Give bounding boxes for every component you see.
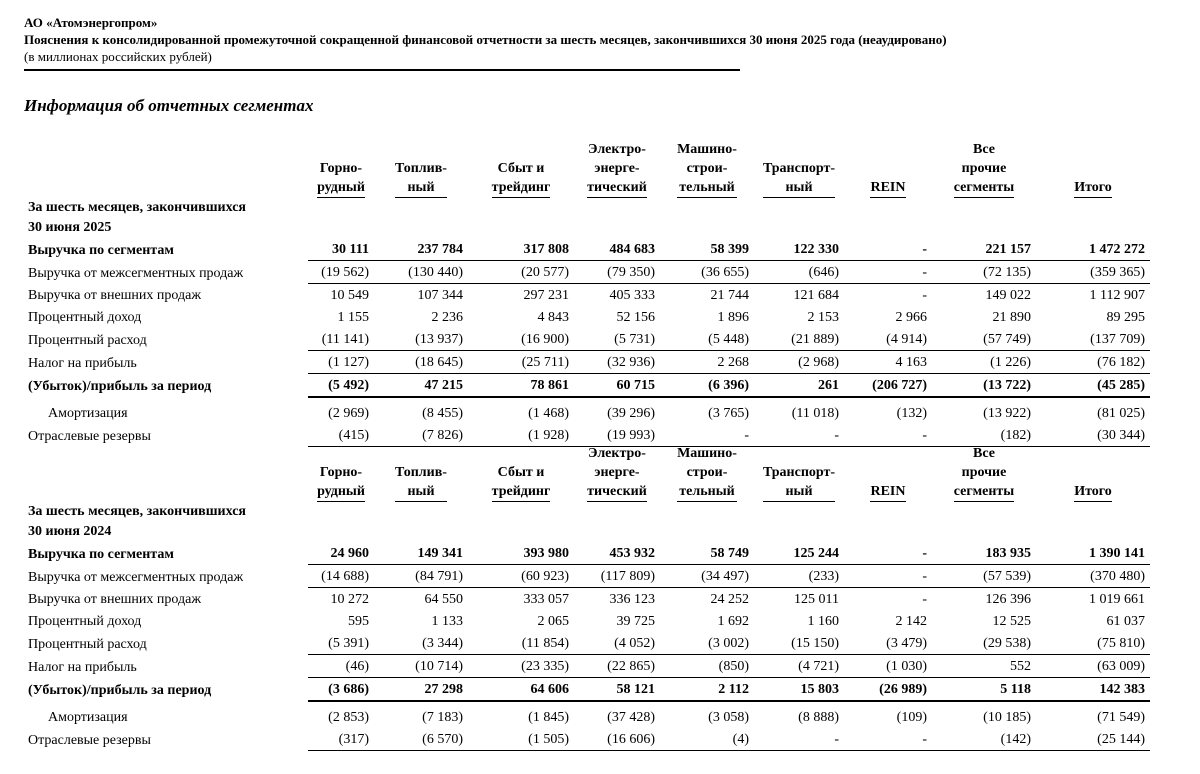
value-cell: 2 065: [537, 614, 569, 629]
value-cell: (233): [754, 565, 844, 588]
row-label: Амортизация: [48, 710, 128, 725]
value-cell: (25 711): [468, 351, 574, 374]
interest-expense-row: [24, 632, 1150, 655]
value-cell: (3 058): [708, 710, 749, 725]
value-cell: 24 960: [308, 542, 374, 565]
header-spacer: [24, 138, 308, 198]
value-cell: (57 539): [932, 565, 1036, 588]
column-header-label: [395, 463, 447, 502]
column-header-label: [954, 444, 1014, 502]
value-cell: 5 118: [932, 678, 1036, 702]
column-header-line: Все: [973, 142, 995, 157]
period-label: 30 июня 2025: [28, 220, 112, 235]
value-cell: (11 854): [468, 632, 574, 655]
value-cell: (4 914): [844, 328, 932, 351]
row-label: Налог на прибыль: [28, 355, 137, 371]
value-cell: (5 391): [308, 632, 374, 655]
value-cell: (32 936): [574, 351, 660, 374]
column-header-line: Итого: [1074, 484, 1112, 499]
column-header-line: строи-: [686, 465, 728, 480]
column-header-line: Машино-: [677, 446, 737, 461]
value-cell: (37 428): [607, 710, 655, 725]
row-label: Выручка по сегментам: [28, 546, 174, 562]
row-label: Выручка от межсегментных продаж: [28, 569, 244, 585]
interest-income-row: [24, 610, 1150, 632]
value-cell: (36 655): [660, 261, 754, 284]
column-header: [844, 138, 932, 198]
column-header-line: трейдинг: [491, 484, 551, 499]
value-cell: (63 009): [1036, 655, 1150, 678]
row-label: Налог на прибыль: [28, 659, 137, 675]
column-header-line: энерге-: [594, 161, 640, 176]
column-header-line: REIN: [870, 180, 906, 195]
column-header-line: ный: [785, 180, 813, 195]
value-cell: 60 715: [574, 374, 660, 398]
value-cell: 149 341: [374, 542, 468, 565]
period-label: За шесть месяцев, закончившихся: [28, 504, 247, 519]
value-cell: 1 112 907: [1089, 288, 1145, 303]
value-cell: 64 550: [424, 592, 463, 607]
value-cell: (5 731): [574, 328, 660, 351]
column-header: [574, 138, 660, 198]
column-header-line: сегменты: [953, 180, 1015, 195]
column-header-line: Машино-: [677, 142, 737, 157]
income-tax-row: [24, 655, 1150, 678]
column-header-label: [870, 178, 905, 198]
period-label-row: [24, 218, 1150, 238]
row-label: Выручка от внешних продаж: [28, 592, 202, 607]
value-cell: 2 153: [807, 310, 839, 325]
value-cell: -: [922, 592, 927, 607]
column-header-line: строи-: [686, 161, 728, 176]
value-cell: 336 123: [609, 592, 655, 607]
value-cell: 4 163: [844, 351, 932, 374]
row-label: Процентный доход: [28, 614, 142, 629]
value-cell: 89 295: [1106, 310, 1145, 325]
value-cell: 47 215: [374, 374, 468, 398]
value-cell: (5 448): [660, 328, 754, 351]
column-header-line: Горно-: [319, 161, 363, 176]
profit-loss-row: [24, 374, 1150, 398]
column-header-line: тельный: [679, 484, 735, 499]
value-cell: 1 160: [807, 614, 839, 629]
value-cell: 149 022: [985, 288, 1031, 303]
column-header-line: рудный: [317, 180, 365, 195]
value-cell: 107 344: [417, 288, 463, 303]
value-cell: 1 390 141: [1036, 542, 1150, 565]
value-cell: 1 896: [717, 310, 749, 325]
value-cell: (646): [754, 261, 844, 284]
value-cell: (1 468): [528, 406, 569, 421]
value-cell: (13 722): [932, 374, 1036, 398]
column-header: [754, 442, 844, 502]
column-header-line: ный: [407, 180, 435, 195]
value-cell: 1 133: [431, 614, 463, 629]
value-cell: -: [754, 728, 844, 751]
segment-revenue-row: [24, 238, 1150, 261]
column-header-line: Горно-: [319, 465, 363, 480]
value-cell: (182): [932, 424, 1036, 447]
document-header: [24, 14, 947, 65]
column-header-line: Топлив-: [395, 465, 447, 480]
column-header-label: [587, 444, 647, 502]
value-cell: -: [922, 288, 927, 303]
value-cell: 484 683: [574, 238, 660, 261]
depreciation-row: [24, 706, 1150, 728]
value-cell: (3 002): [660, 632, 754, 655]
value-cell: (13 937): [374, 328, 468, 351]
value-cell: (3 686): [308, 678, 374, 702]
value-cell: 142 383: [1036, 678, 1150, 702]
value-cell: (415): [308, 424, 374, 447]
value-cell: (16 900): [468, 328, 574, 351]
profit-loss-row: [24, 678, 1150, 702]
value-cell: 453 932: [574, 542, 660, 565]
value-cell: (4 721): [754, 655, 844, 678]
segment-table: [24, 138, 1150, 447]
column-header-label: [677, 444, 737, 502]
section-title: Информация об отчетных сегментах: [24, 96, 314, 115]
value-cell: (76 182): [1036, 351, 1150, 374]
external-revenue-row: [24, 284, 1150, 307]
value-cell: (2 969): [328, 406, 369, 421]
value-cell: (13 922): [983, 406, 1031, 421]
value-cell: (359 365): [1036, 261, 1150, 284]
value-cell: 2 268: [660, 351, 754, 374]
column-header-label: [763, 159, 835, 198]
column-header: [1036, 138, 1150, 198]
value-cell: (20 577): [468, 261, 574, 284]
value-cell: 39 725: [616, 614, 655, 629]
column-header-label: [954, 140, 1014, 198]
value-cell: (22 865): [574, 655, 660, 678]
income-tax-row: [24, 351, 1150, 374]
column-header-label: [1074, 178, 1112, 198]
value-cell: (3 765): [708, 406, 749, 421]
row-label: Процентный расход: [28, 636, 147, 652]
period-label-row: [24, 198, 1150, 218]
value-cell: -: [844, 728, 932, 751]
value-cell: (206 727): [844, 374, 932, 398]
intersegment-revenue-row: [24, 261, 1150, 284]
value-cell: (317): [308, 728, 374, 751]
value-cell: (45 285): [1036, 374, 1150, 398]
value-cell: 125 011: [794, 592, 839, 607]
column-header: [932, 138, 1036, 198]
value-cell: 78 861: [468, 374, 574, 398]
row-label: Выручка по сегментам: [28, 242, 174, 258]
row-label: (Убыток)/прибыль за период: [28, 379, 212, 394]
value-cell: (46): [308, 655, 374, 678]
value-cell: (39 296): [607, 406, 655, 421]
period-label-row: [24, 522, 1150, 542]
value-cell: 121 684: [793, 288, 839, 303]
column-header: [468, 442, 574, 502]
value-cell: (10 714): [374, 655, 468, 678]
value-cell: 333 057: [523, 592, 569, 607]
column-header-label: [395, 159, 447, 198]
column-header-label: [763, 463, 835, 502]
value-cell: (6 570): [374, 728, 468, 751]
period-label: 30 июня 2024: [28, 524, 112, 539]
column-header-line: прочие: [961, 161, 1007, 176]
value-cell: (81 025): [1097, 406, 1145, 421]
value-cell: (84 791): [374, 565, 468, 588]
value-cell: (75 810): [1036, 632, 1150, 655]
intersegment-revenue-row: [24, 565, 1150, 588]
industry-reserves-row: [24, 728, 1150, 751]
value-cell: (3 344): [374, 632, 468, 655]
value-cell: -: [844, 261, 932, 284]
value-cell: 125 244: [754, 542, 844, 565]
value-cell: 10 272: [330, 592, 369, 607]
depreciation-row: [24, 402, 1150, 424]
value-cell: (11 141): [308, 328, 374, 351]
value-cell: 393 980: [468, 542, 574, 565]
column-header-line: трейдинг: [491, 180, 551, 195]
column-header: [660, 442, 754, 502]
column-header-line: Электро-: [588, 142, 646, 157]
column-header-line: энерге-: [594, 465, 640, 480]
value-cell: 24 252: [710, 592, 749, 607]
column-header-label: [317, 159, 365, 198]
value-cell: (109): [896, 710, 927, 725]
row-label: Отраслевые резервы: [28, 732, 151, 748]
column-header-row: [24, 442, 1150, 502]
value-cell: 2 112: [660, 678, 754, 702]
value-cell: (19 993): [574, 424, 660, 447]
value-cell: -: [660, 424, 754, 447]
row-label: Процентный расход: [28, 332, 147, 348]
column-header-line: тический: [587, 484, 647, 499]
value-cell: (4 052): [574, 632, 660, 655]
value-cell: 1 472 272: [1036, 238, 1150, 261]
value-cell: (142): [932, 728, 1036, 751]
value-cell: (16 606): [574, 728, 660, 751]
value-cell: (15 150): [754, 632, 844, 655]
column-header-label: [492, 463, 551, 502]
value-cell: 1 692: [717, 614, 749, 629]
column-header: [374, 138, 468, 198]
value-cell: 261: [754, 374, 844, 398]
value-cell: 2 236: [431, 310, 463, 325]
column-header-line: Транспорт-: [762, 465, 836, 480]
value-cell: 595: [348, 614, 369, 629]
value-cell: 58 121: [574, 678, 660, 702]
column-header: [308, 138, 374, 198]
value-cell: (18 645): [374, 351, 468, 374]
value-cell: 61 037: [1106, 614, 1145, 629]
column-header-line: сегменты: [953, 484, 1015, 499]
value-cell: (132): [896, 406, 927, 421]
interest-expense-row: [24, 328, 1150, 351]
value-cell: 30 111: [308, 238, 374, 261]
interest-income-row: [24, 306, 1150, 328]
value-cell: (30 344): [1036, 424, 1150, 447]
value-cell: (850): [660, 655, 754, 678]
value-cell: (1 127): [308, 351, 374, 374]
column-header-line: тельный: [679, 180, 735, 195]
column-header-label: [870, 482, 905, 502]
value-cell: 58 399: [660, 238, 754, 261]
column-header-line: Сбыт и: [497, 161, 545, 176]
value-cell: 1 019 661: [1089, 592, 1145, 607]
segment-table: [24, 442, 1150, 751]
period-label-row: [24, 502, 1150, 522]
value-cell: 552: [932, 655, 1036, 678]
column-header: [468, 138, 574, 198]
value-cell: (6 396): [660, 374, 754, 398]
column-header-label: [587, 140, 647, 198]
column-header: [374, 442, 468, 502]
row-label: Амортизация: [48, 406, 128, 421]
value-cell: (34 497): [660, 565, 754, 588]
value-cell: 221 157: [932, 238, 1036, 261]
value-cell: (72 135): [932, 261, 1036, 284]
column-header: [932, 442, 1036, 502]
column-header-line: Сбыт и: [497, 465, 545, 480]
value-cell: 2 966: [895, 310, 927, 325]
value-cell: (25 144): [1036, 728, 1150, 751]
value-cell: (8 455): [422, 406, 463, 421]
value-cell: 15 803: [754, 678, 844, 702]
row-label: Процентный доход: [28, 310, 142, 325]
value-cell: 64 606: [468, 678, 574, 702]
value-cell: 58 749: [660, 542, 754, 565]
value-cell: (7 183): [422, 710, 463, 725]
value-cell: -: [844, 565, 932, 588]
value-cell: (2 968): [754, 351, 844, 374]
column-header: [1036, 442, 1150, 502]
value-cell: 27 298: [374, 678, 468, 702]
value-cell: (4): [660, 728, 754, 751]
column-header-line: прочие: [961, 465, 1007, 480]
value-cell: (23 335): [468, 655, 574, 678]
value-cell: (7 826): [374, 424, 468, 447]
header-rule: [24, 69, 740, 71]
segment-revenue-row: [24, 542, 1150, 565]
column-header-line: ный: [407, 484, 435, 499]
column-header-line: REIN: [870, 484, 906, 499]
value-cell: 317 808: [468, 238, 574, 261]
value-cell: 4 843: [537, 310, 569, 325]
value-cell: (137 709): [1036, 328, 1150, 351]
value-cell: 297 231: [523, 288, 569, 303]
column-header-label: [677, 140, 737, 198]
value-cell: 405 333: [609, 288, 655, 303]
value-cell: -: [844, 238, 932, 261]
column-header-line: Топлив-: [395, 161, 447, 176]
column-header: [754, 138, 844, 198]
value-cell: (8 888): [798, 710, 839, 725]
value-cell: (79 350): [574, 261, 660, 284]
value-cell: 183 935: [932, 542, 1036, 565]
value-cell: (1 928): [468, 424, 574, 447]
value-cell: (370 480): [1036, 565, 1150, 588]
value-cell: 52 156: [616, 310, 655, 325]
period-label: За шесть месяцев, закончившихся: [28, 200, 247, 215]
document-title: Пояснения к консолидированной промежуточной сокращенной финансовой отчетности за шесть месяцев, закончившихся 30 июня 2025 года (неаудировано): [24, 32, 947, 47]
header-spacer: [24, 442, 308, 502]
value-cell: (5 492): [308, 374, 374, 398]
segment-table-2024: [24, 442, 1150, 751]
segment-table-2025: [24, 138, 1150, 447]
value-cell: -: [844, 542, 932, 565]
value-cell: (26 989): [844, 678, 932, 702]
value-cell: 122 330: [754, 238, 844, 261]
column-header: [308, 442, 374, 502]
column-header-label: [492, 159, 551, 198]
column-header-row: [24, 138, 1150, 198]
column-header: [660, 138, 754, 198]
company-name: АО «Атомэнергопром»: [24, 15, 158, 30]
value-cell: -: [844, 424, 932, 447]
column-header-line: ный: [785, 484, 813, 499]
row-label: Отраслевые резервы: [28, 428, 151, 444]
column-header-line: Все: [973, 446, 995, 461]
column-header-line: рудный: [317, 484, 365, 499]
column-header-label: [1074, 482, 1112, 502]
units-note: (в миллионах российских рублей): [24, 49, 212, 64]
value-cell: (1 030): [844, 655, 932, 678]
value-cell: (71 549): [1097, 710, 1145, 725]
value-cell: (14 688): [308, 565, 374, 588]
row-label: (Убыток)/прибыль за период: [28, 683, 212, 698]
value-cell: (1 226): [932, 351, 1036, 374]
value-cell: (29 538): [932, 632, 1036, 655]
value-cell: 126 396: [985, 592, 1031, 607]
row-label: Выручка от межсегментных продаж: [28, 265, 244, 281]
column-header-line: тический: [587, 180, 647, 195]
value-cell: 2 142: [895, 614, 927, 629]
value-cell: (57 749): [932, 328, 1036, 351]
value-cell: (11 018): [791, 406, 839, 421]
row-label: Выручка от внешних продаж: [28, 288, 202, 303]
value-cell: (60 923): [468, 565, 574, 588]
value-cell: (117 809): [574, 565, 660, 588]
column-header-line: Итого: [1074, 180, 1112, 195]
value-cell: (19 562): [308, 261, 374, 284]
value-cell: 1 155: [337, 310, 369, 325]
value-cell: -: [754, 424, 844, 447]
value-cell: 10 549: [330, 288, 369, 303]
value-cell: (1 845): [528, 710, 569, 725]
value-cell: 12 525: [992, 614, 1031, 629]
column-header: [844, 442, 932, 502]
value-cell: (130 440): [374, 261, 468, 284]
value-cell: 21 744: [710, 288, 749, 303]
column-header-line: Транспорт-: [762, 161, 836, 176]
value-cell: (2 853): [328, 710, 369, 725]
value-cell: 237 784: [374, 238, 468, 261]
external-revenue-row: [24, 588, 1150, 611]
value-cell: (3 479): [844, 632, 932, 655]
column-header-line: Электро-: [588, 446, 646, 461]
column-header-label: [317, 463, 365, 502]
value-cell: (1 505): [468, 728, 574, 751]
value-cell: (10 185): [983, 710, 1031, 725]
column-header: [574, 442, 660, 502]
value-cell: (21 889): [754, 328, 844, 351]
value-cell: 21 890: [992, 310, 1031, 325]
